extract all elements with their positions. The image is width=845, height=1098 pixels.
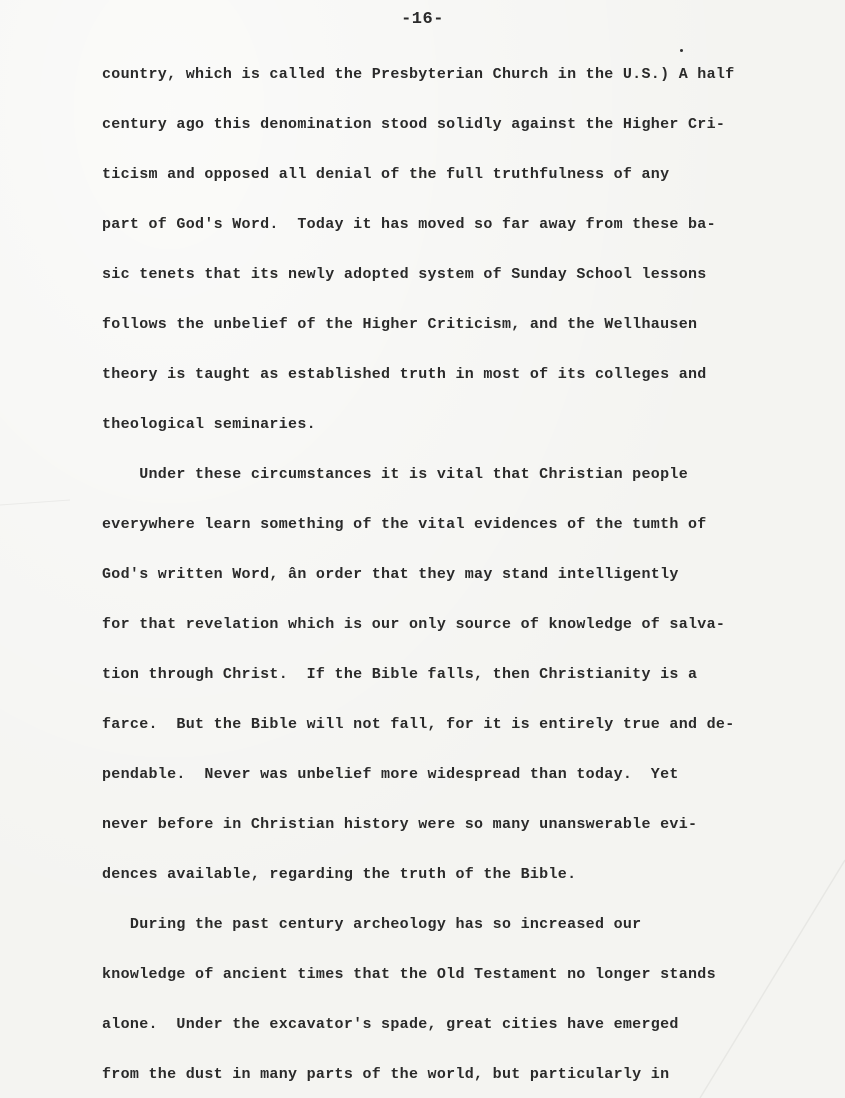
- text-line: ticism and opposed all denial of the full truthfulness of any: [102, 166, 670, 183]
- text-line: God's written Word, ân order that they may stand intelligently: [102, 566, 679, 583]
- ink-speck: [680, 49, 683, 52]
- text-line: Under these circumstances it is vital that Christian people: [102, 466, 688, 483]
- text-line: dences available, regarding the truth of the Bible.: [102, 866, 577, 883]
- text-line: country, which is called the Presbyterian Church in the U.S.) A half: [102, 66, 735, 83]
- text-line: sic tenets that its newly adopted system of Sunday School lessons: [102, 266, 707, 283]
- text-line: pendable. Never was unbelief more widespread than today. Yet: [102, 766, 679, 783]
- page-number: -16-: [401, 10, 444, 29]
- text-line: theological seminaries.: [102, 416, 316, 433]
- text-line: never before in Christian history were so many unanswerable evi-: [102, 816, 698, 833]
- text-line: During the past century archeology has so increased our: [102, 916, 642, 933]
- text-line: from the dust in many parts of the world, but particularly in: [102, 1066, 670, 1083]
- text-line: knowledge of ancient times that the Old Testament no longer stands: [102, 966, 716, 983]
- text-line: everywhere learn something of the vital evidences of the tumth of: [102, 516, 707, 533]
- text-line: tion through Christ. If the Bible falls, then Christianity is a: [102, 666, 698, 683]
- text-line: farce. But the Bible will not fall, for it is entirely true and de-: [102, 716, 735, 733]
- text-line: for that revelation which is our only source of knowledge of salva-: [102, 616, 726, 633]
- text-line: century ago this denomination stood solidly against the Higher Cri-: [102, 116, 726, 133]
- text-line: part of God's Word. Today it has moved so far away from these ba-: [102, 216, 716, 233]
- text-line: alone. Under the excavator's spade, great cities have emerged: [102, 1016, 679, 1033]
- text-line: theory is taught as established truth in most of its colleges and: [102, 366, 707, 383]
- text-line: follows the unbelief of the Higher Criticism, and the Wellhausen: [102, 316, 698, 333]
